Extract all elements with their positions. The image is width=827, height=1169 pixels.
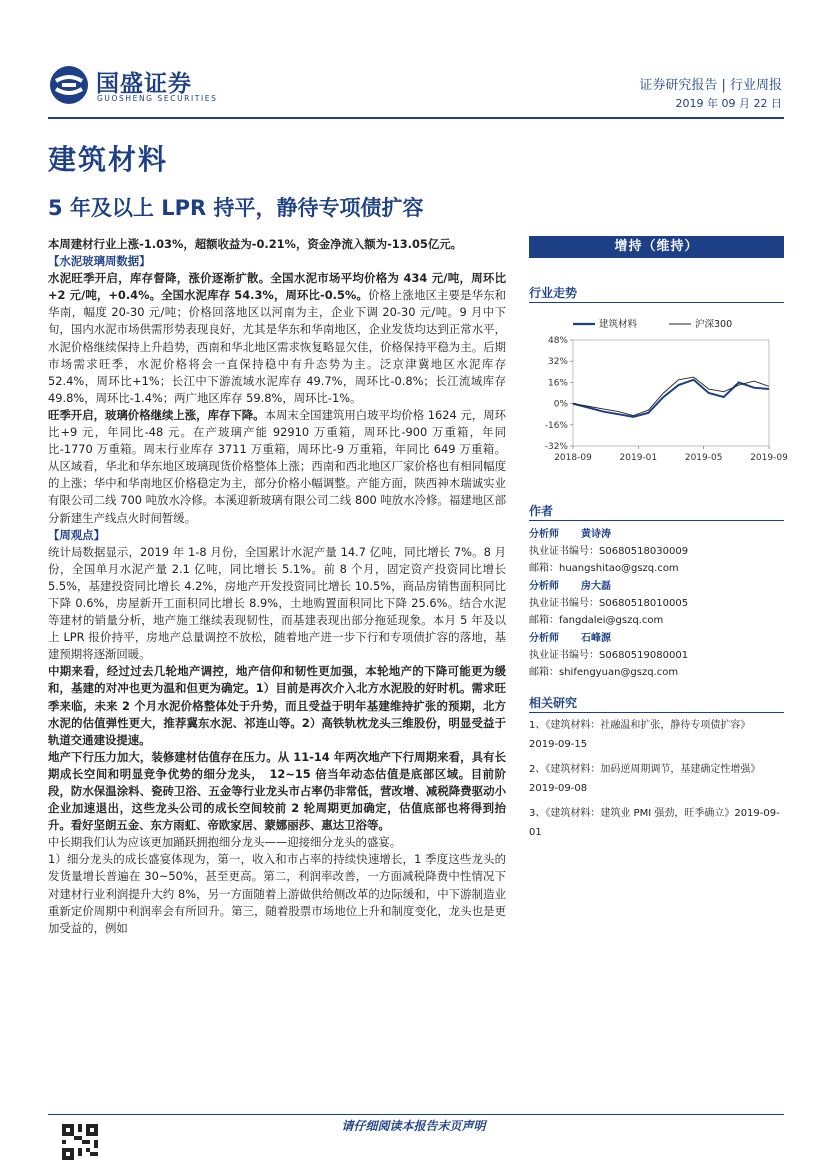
industry-trend-chart [529,316,788,506]
summary-paragraph: 本周建材行业上涨-1.03%，超额收益为-0.21%，资金净流入额为-13.05亿元。 [48,237,463,251]
y-tick-label: 32% [547,357,568,368]
author-role: 分析师 [529,633,559,644]
author-role: 分析师 [529,529,559,540]
related-item-date: 2019-09-08 [529,783,588,794]
trend-heading-rule [529,302,784,303]
glass-text: 本周末全国建筑用白玻平均价格 1624 元，周环比+9 元，年同比-48 元。在产玻璃产能 92910 万重箱，周环比-900 万重箱，年同比-1770 万重箱。周末行业库存 3711 万重箱，周环比-9 万重箱，年同比 649 万重箱。从区域看，华北和华东地区玻璃现货价格整体上涨；西南和西北地区厂家价格也有相同幅度的上涨；华中和华南地区价格稳定为主，部分价格小幅调整。产能方面，陕西神木瑞诚实业有限公司二线 700 吨放水冷修。本溪迎新玻璃有限公司二线 800 吨放水冷修。福建地区部分新建生产线点火时间暂缓。 [48,407,506,525]
leaders-paragraph: 1）细分龙头的成长盛宴体现为，第一，收入和市占率的持续快速增长，1 季度这些龙头的发货量增长普遍在 30~50%，甚至更高。第二，利润率改善，一方面减税降费中性情况下对建材行业利润提升大约 8%，另一方面随着上游做供给侧改革的边际缓和，中下游制造业重新定价周期中利润率会有所回升。第三，随着股票市场地位上升和制度变化，龙头也是更加受益的，例如 [48,852,506,935]
section-weekly-view: 【周观点】 [48,527,105,542]
cement-text: 价格上涨地区主要是华东和华南，幅度 20-30 元/吨；价格回落地区以河南为主，企业下调 20-30 元/吨。9 月中下旬，国内水泥市场供需形势表现良好，尤其是华东和华南地区，企业发货均达到正常水平，水泥价格继续保持上升趋势，西南和华北地区需求恢复略显欠佳，价格保持平稳为主。后期市场需求旺季，水泥价格将会一直保持稳中有升态势为主。泛京津冀地区水泥库存 52.4%，周环比+1%；长江中下游流域水泥库存 49.7%，周环比-0.8%；长江流域库存 49.8%，周环比-1.4%；两广地区库存 59.8%，周环比-1%。 [48,288,506,405]
main-body [48,236,506,1104]
industry-title: 建筑材料 [48,143,169,176]
author-name: 房大磊 [581,581,611,592]
author-name: 石峰源 [581,633,611,644]
y-tick-label: -32% [544,442,568,452]
logo-text-cn: 国盛证券 [96,71,192,97]
qr-code-icon [62,1124,98,1160]
cement-lead: 水泥旺季开启，库存督降，涨价逐渐扩散。全国水泥市场平均价格为 434 元/吨，周环比+2 元/吨，+0.4%。全国水泥库存 54.3%，周环比-0.5%。 [48,271,506,303]
author-cert: 执业证书编号：S0680519080001 [529,650,689,661]
sidebar [529,236,788,856]
x-tick-label: 2019-09 [750,453,788,463]
author-cert: 执业证书编号：S0680518010005 [529,598,689,609]
stats-paragraph: 统计局数据显示，2019 年 1-8 月份，全国累计水泥产量 14.7 亿吨，同比增长 7%。8 月份，全国单月水泥产量 2.1 亿吨，同比增长 5.1%。前 8 个月，固定资产投资同比增长 5.5%，基建投资同比增长 4.2%，房地产开发投资同比增长 10.5%，商品房销售面积同比下降 0.6%，房屋新开工面积同比增长 8.9%，土地购置面积同比下降 25.6%。结合水泥等建材的销量分析，地产施工继续表现韧性，而基建表现出部分拖延现象。本月 5 年及以上 LPR 报价持平，房地产总量调控不放松，随着地产进一步下行和专项债扩容的落地，基建预期将逐渐回暖。 [48,544,506,662]
y-tick-label: -16% [544,420,568,431]
x-tick-label: 2019-05 [684,453,723,463]
related-item-title[interactable]: 1、《建筑材料：社融温和扩张，静待专项债扩容》 [529,720,751,731]
author-name: 黄诗涛 [581,529,611,540]
footer-disclaimer: 请仔细阅读本报告末页声明 [341,1119,486,1133]
page-header [48,62,784,114]
section-cement-glass: 【水泥玻璃周数据】 [48,254,151,269]
midterm-paragraph: 中期来看，经过过去几轮地产调控，地产信仰和韧性更加强，本轮地产的下降可能更为缓和，基建的对冲也更为温和但更为确定。1）目前是再次介入北方水泥股的好时机。需求旺季来临，未来 2 个月水泥价格整体处于升势，而且受益于明年基建维持扩张的预期，北方水泥的估值弹性更大，推荐冀东水泥、祁连山等。2）高铁轨枕龙头三维股份，明显受益于轨道交通建设提速。 [48,664,506,747]
logo [48,62,268,108]
author-cert: 执业证书编号：S0680518030009 [529,546,689,557]
related-item-date: 2019-09-15 [529,739,588,750]
trend-chart-svg [529,316,788,506]
guosheng-logo-icon [48,64,90,106]
author-email[interactable]: 邮箱：shifengyuan@gszq.com [529,667,679,678]
report-headline: 5 年及以上 LPR 持平，静待专项债扩容 [48,196,424,220]
rating-badge: 增持（维持） [529,236,784,258]
author-heading-rule [529,520,784,521]
x-tick-label: 2019-01 [619,453,658,463]
author-role: 分析师 [529,581,559,592]
author-block-3 [529,630,784,681]
author-block-1 [529,526,784,577]
related-heading: 相关研究 [529,696,578,710]
related-item-title[interactable]: 2、《建筑材料：加码逆周期调节，基建确定性增强》 [529,764,761,775]
author-block-2 [529,578,784,629]
footer-divider [48,1114,784,1115]
related-item-title[interactable]: 3、《建筑材料：建筑业 PMI 强劲，旺季确立》2019-09-01 [529,808,780,838]
trend-heading: 行业走势 [529,286,578,300]
decoration-paragraph: 地产下行压力加大，装修建材估值存在压力。从 11-14 年两次地产下行周期来看，具有长期成长空间和明显竞争优势的细分龙头， 12~15 倍当年动态估值是底部区域。目前阶段，防水保温涂料、瓷砖卫浴、五金等行业龙头市占率仍非常低，营改增、减税降费驱动小企业加速退出，这些龙头公司的成长空间较前 2 轮周期更加确定，估值底部也将得到抬升。看好坚朗五金、东方雨虹、帝欧家居、蒙娜丽莎、惠达卫浴等。 [48,749,506,833]
related-heading-rule [529,712,784,713]
plot-frame [573,340,769,446]
report-date: 2019 年 09 月 22 日 [675,97,782,110]
header-divider [48,117,784,119]
glass-paragraph [48,407,506,527]
legend-label: 建筑材料 [599,319,638,330]
author-heading: 作者 [529,504,554,518]
y-tick-label: 0% [553,399,568,410]
legend-label: 沪深300 [695,319,733,330]
author-email[interactable]: 邮箱：fangdalei@gszq.com [529,615,664,626]
related-list [529,716,784,842]
author-email[interactable]: 邮箱：huangshitao@gszq.com [529,563,679,574]
glass-lead: 旺季开启，玻璃价格继续上涨，库存下降。 [48,407,265,422]
y-tick-label: 48% [547,336,568,346]
logo-text-en: GUOSHENG SECURITIES [97,94,218,103]
longterm-paragraph: 中长期我们认为应该更加踊跃拥抱细分龙头——迎接细分龙头的盛宴。 [48,835,402,850]
report-type: 证券研究报告 | 行业周报 [639,78,782,93]
x-tick-label: 2018-09 [554,453,592,463]
y-tick-label: 16% [547,378,568,389]
cement-paragraph [48,270,506,407]
